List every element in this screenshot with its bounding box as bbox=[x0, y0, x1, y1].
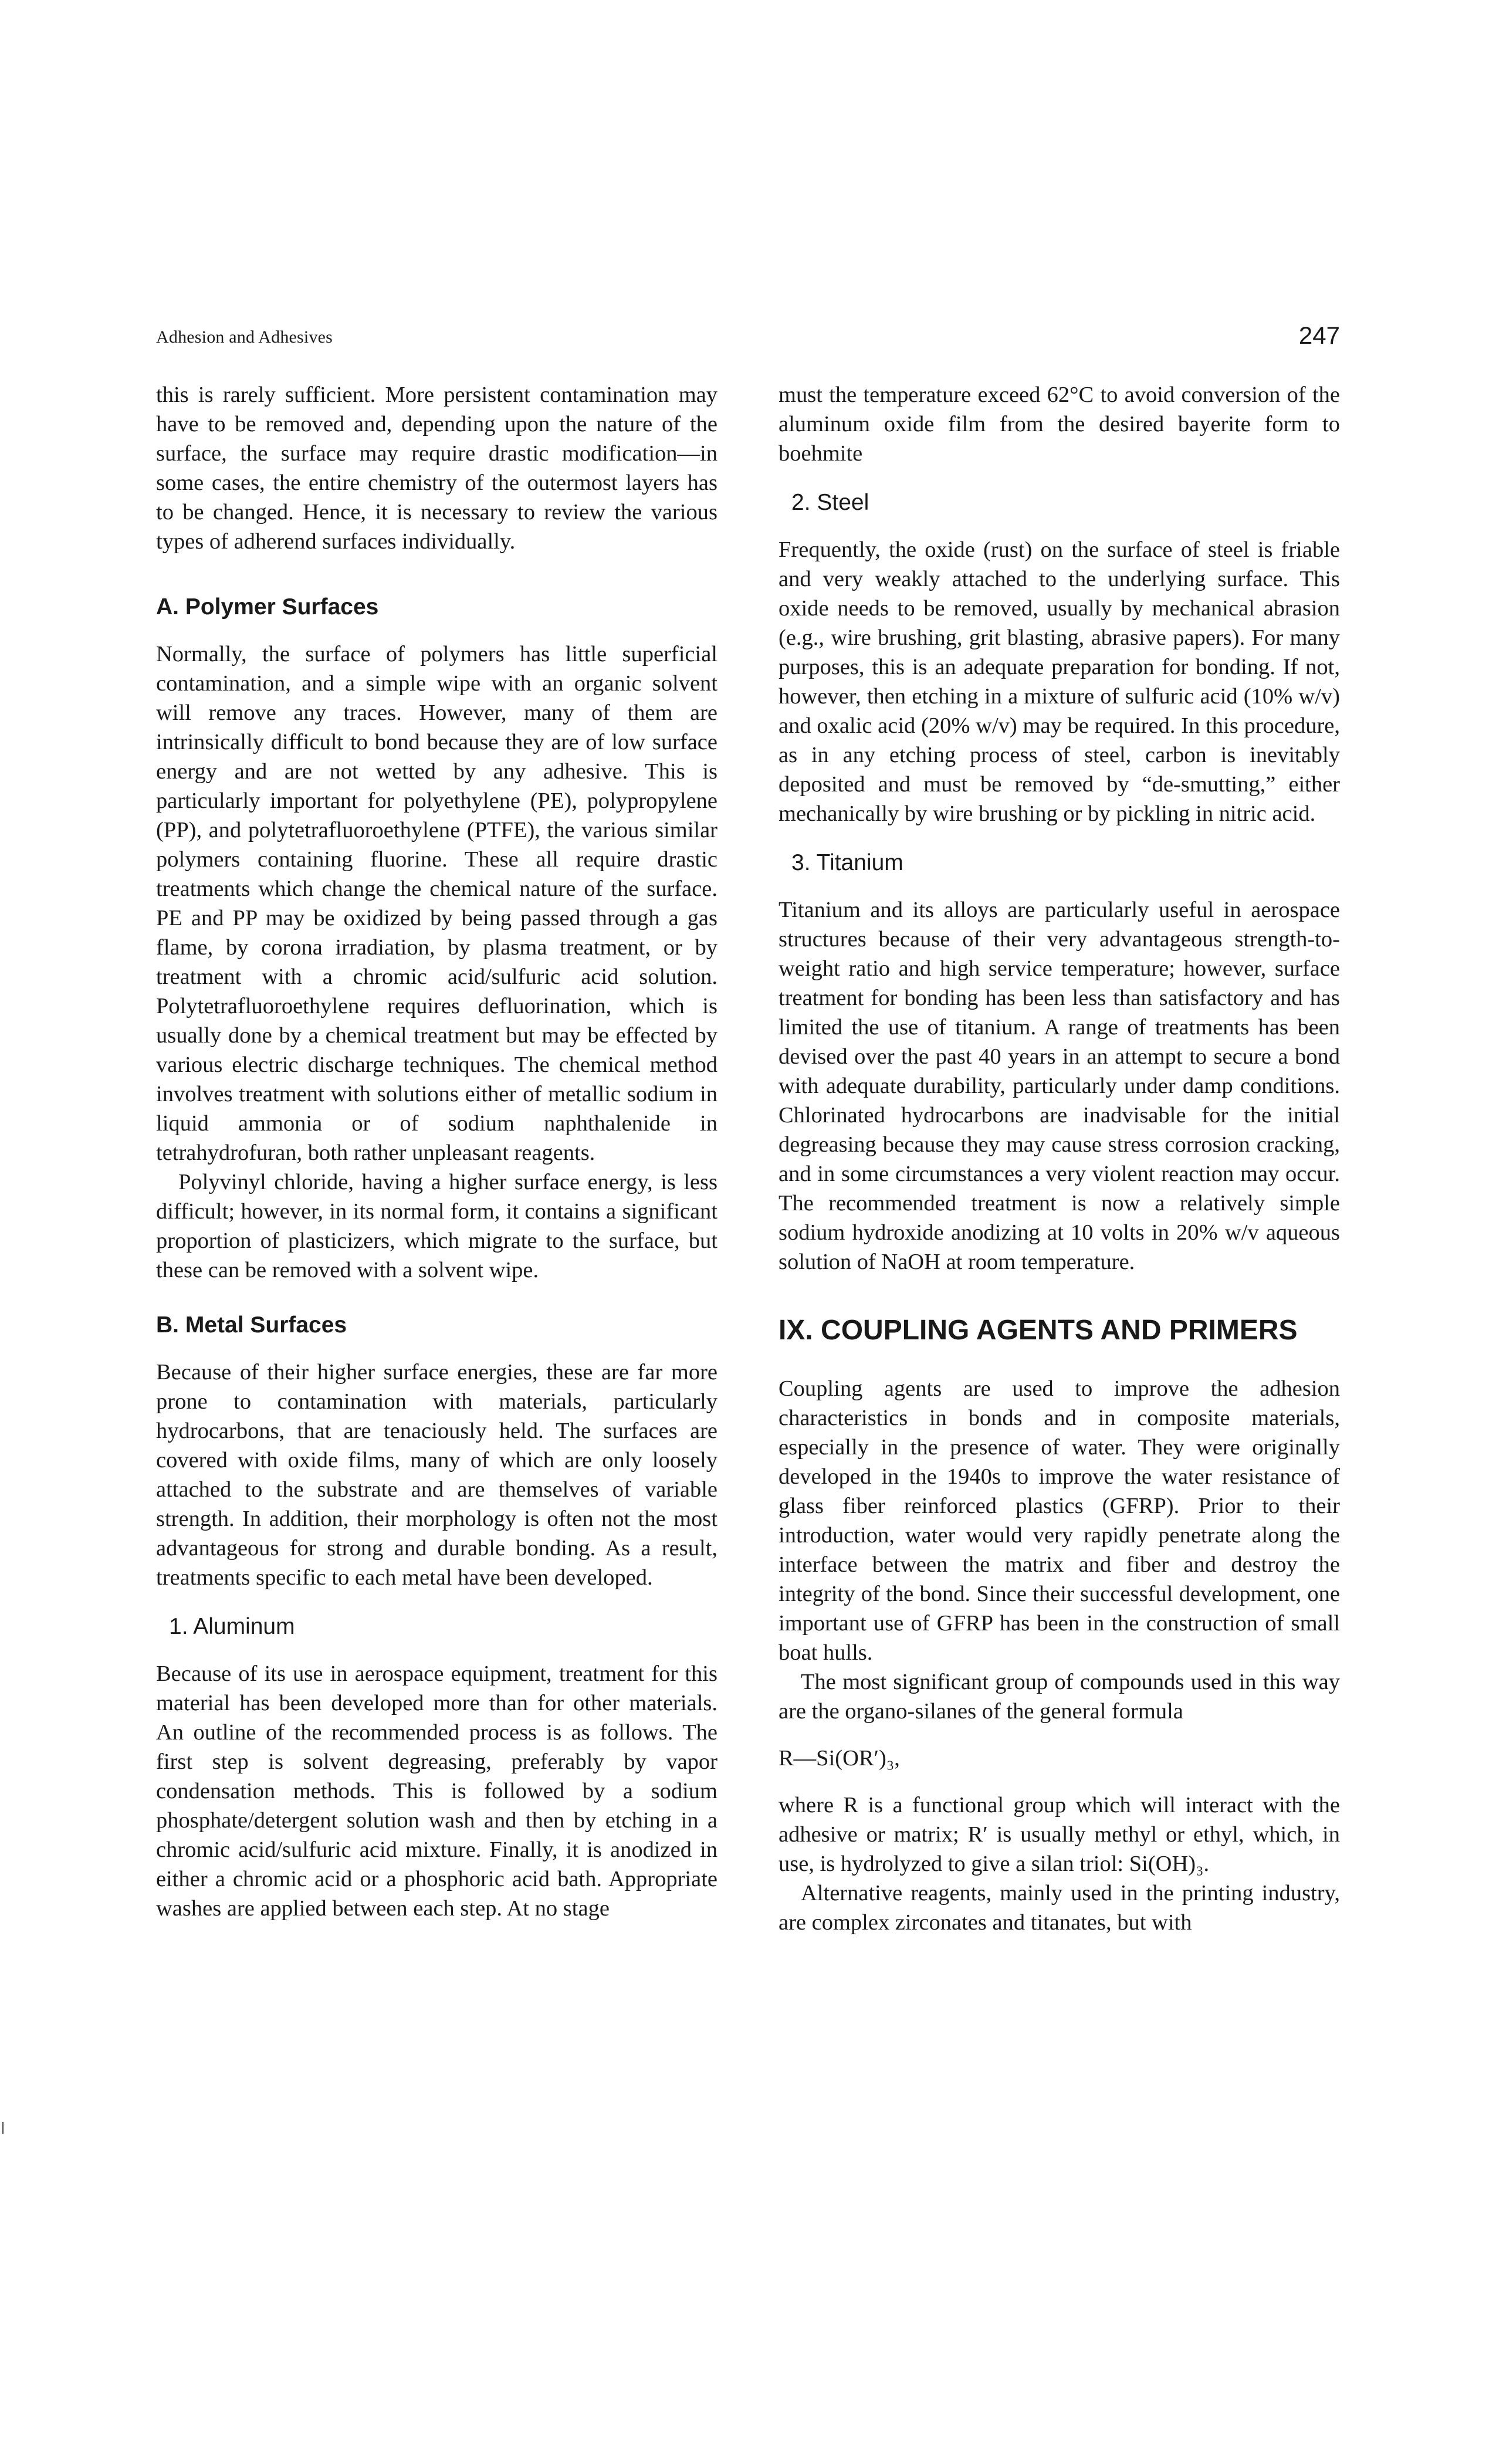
silane-formula: R—Si(OR′)₃, bbox=[779, 1746, 900, 1771]
page-number: 247 bbox=[1298, 321, 1340, 349]
paragraph-polymer-1: Normally, the surface of polymers has little superficial contamination, and a simple wipe with an organic solvent will remove any traces. However, many of them are intrinsically difficult to bond because they are of low surface energy and are not wetted by any adhesive. This is particularly important for polyethylene (PE), polypropylene (PP), and polytetrafluoroethylene (PTFE), the various similar polymers containing fluorine. These all require drastic treatments which change the chemical nature of the surface. PE and PP may be oxidized by being passed through a gas flame, by corona irradiation, by plasma treatment, or by treatment with a chromic acid/sulfuric acid solution. Polytetrafluoroethylene requires defluorination, which is usually done by a chemical treatment but may be effected by various electric discharge techniques. The chemical method involves treatment with solutions either of metallic sodium in liquid ammonia or of sodium naphthalenide in tetrahydrofuran, both rather unpleasant reagents. bbox=[156, 642, 717, 1165]
section-heading-metal-surfaces: B. Metal Surfaces bbox=[156, 1312, 347, 1338]
paragraph-coupling-2: The most significant group of compounds used in this way are the organo-silanes of the general formula bbox=[779, 1670, 1340, 1724]
left-column bbox=[156, 380, 717, 1923]
paragraph-polymer-2: Polyvinyl chloride, having a higher surface energy, is less difficult; however, in its normal form, it contains a significant proportion of plasticizers, which migrate to the surface, but these can be removed with a solvent wipe. bbox=[156, 1170, 717, 1282]
paragraph-coupling-3: where R is a functional group which will interact with the adhesive or matrix; R′ is usually methyl or ethyl, which, in use, is hydrolyzed to give a silan triol: Si(OH)₃. bbox=[779, 1793, 1340, 1876]
subsection-heading-aluminum: 1. Aluminum bbox=[169, 1614, 295, 1639]
section-heading-coupling-agents: IX. COUPLING AGENTS AND PRIMERS bbox=[779, 1315, 1298, 1346]
paragraph-aluminum: Because of its use in aerospace equipment, treatment for this material has been developed more than for other materials. An outline of the recommended process is as follows. The first step is solvent degreasing, preferably by vapor condensation methods. This is followed by a sodium phosphate/detergent solution wash and then by etching in a chromic acid/sulfuric acid mixture. Finally, it is anodized in either a chromic acid or a phosphoric acid bath. Appropriate washes are applied between each step. At no stage bbox=[156, 1661, 717, 1921]
paragraph-aluminum-continued: must the temperature exceed 62°C to avoid conversion of the aluminum oxide film from the desired bayerite form to boehmite bbox=[779, 383, 1340, 466]
paragraph-intro-continued: this is rarely sufficient. More persistent contamination may have to be removed and, depending upon the nature of the surface, the surface may require drastic modification—in some cases, the entire chemistry of the outermost layers has to be changed. Hence, it is necessary to review the various types of adherend surfaces individually. bbox=[156, 383, 717, 554]
subsection-heading-steel: 2. Steel bbox=[791, 490, 869, 515]
subsection-heading-titanium: 3. Titanium bbox=[791, 850, 903, 875]
paragraph-coupling-1: Coupling agents are used to improve the adhesion characteristics in bonds and in composite materials, especially in the presence of water. They were originally developed in the 1940s to improve the water resistance of glass fiber reinforced plastics (GFRP). Prior to their introduction, water would very rapidly penetrate along the interface between the matrix and fiber and destroy the integrity of the bond. Since their successful development, one important use of GFRP has been in the construction of small boat hulls. bbox=[779, 1376, 1340, 1665]
paragraph-metal-1: Because of their higher surface energies, these are far more prone to contamination with materials, particularly hydrocarbons, that are tenaciously held. The surfaces are covered with oxide films, many of which are only loosely attached to the substrate and are themselves of variable strength. In addition, their morphology is often not the most advantageous for strong and durable bonding. As a result, treatments specific to each metal have been developed. bbox=[156, 1360, 717, 1590]
running-head bbox=[156, 321, 1340, 368]
scan-edge-mark bbox=[2, 2122, 4, 2134]
paragraph-coupling-4: Alternative reagents, mainly used in the printing industry, are complex zirconates and titanates, but with bbox=[779, 1881, 1340, 1935]
right-column bbox=[779, 380, 1340, 1937]
section-heading-polymer-surfaces: A. Polymer Surfaces bbox=[156, 594, 379, 620]
paragraph-steel: Frequently, the oxide (rust) on the surface of steel is friable and very weakly attached to the underlying surface. This oxide needs to be removed, usually by mechanical abrasion (e.g., wire brushing, grit blasting, abrasive papers). For many purposes, this is an adequate preparation for bonding. If not, however, then etching in a mixture of sulfuric acid (10% w/v) and oxalic acid (20% w/v) may be required. In this procedure, as in any etching process of steel, carbon is inevitably deposited and must be removed by “de-smutting,” either mechanically by wire brushing or by pickling in nitric acid. bbox=[779, 537, 1340, 826]
paragraph-titanium: Titanium and its alloys are particularly useful in aerospace structures because of their very advantageous strength-to-weight ratio and high service temperature; however, surface treatment for bonding has been less than satisfactory and has limited the use of titanium. A range of treatments has been devised over the past 40 years in an attempt to secure a bond with adequate durability, particularly under damp conditions. Chlorinated hydrocarbons are inadvisable for the initial degreasing because they may cause stress corrosion cracking, and in some circumstances a very violent reaction may occur. The recommended treatment is now a relatively simple sodium hydroxide anodizing at 10 volts in 20% w/v aqueous solution of NaOH at room temperature. bbox=[779, 898, 1340, 1274]
running-title: Adhesion and Adhesives bbox=[156, 327, 333, 347]
